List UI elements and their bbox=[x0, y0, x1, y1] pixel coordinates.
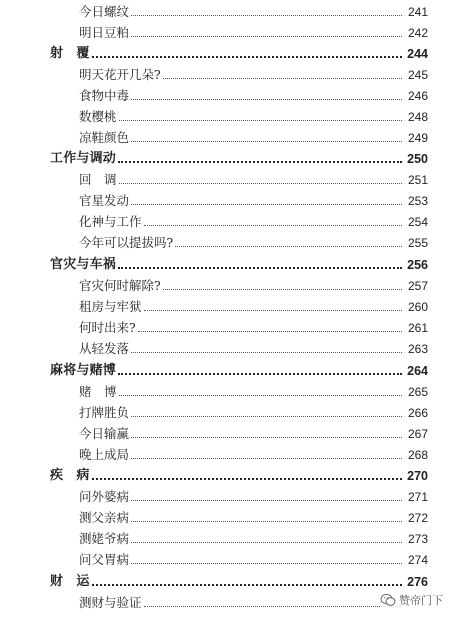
toc-dot-leader bbox=[131, 542, 402, 543]
toc-entry-title: 明日豆粕 bbox=[79, 25, 130, 40]
toc-page-number: 255 bbox=[407, 236, 428, 250]
toc-entry-title: 今日输赢 bbox=[79, 426, 130, 441]
toc-entry-title: 从轻发落 bbox=[79, 341, 130, 356]
toc-entry-title: 问外婆病 bbox=[79, 489, 130, 504]
toc-dot-leader bbox=[175, 246, 402, 247]
toc-entry-title: 赌 博 bbox=[79, 384, 117, 399]
toc-entry-title: 测财与验证 bbox=[79, 595, 142, 610]
toc-entry-title: 何时出来? bbox=[79, 320, 136, 335]
toc-entry-row[interactable] bbox=[79, 297, 428, 315]
toc-entry-title: 问父胃病 bbox=[79, 552, 130, 567]
toc-entry-row[interactable] bbox=[79, 550, 428, 568]
toc-entry-title: 明天花开几朵? bbox=[79, 67, 161, 82]
toc-dot-leader bbox=[119, 395, 402, 396]
toc-entry-row[interactable] bbox=[79, 212, 428, 230]
toc-dot-leader bbox=[131, 521, 402, 522]
watermark bbox=[380, 589, 443, 611]
toc-entry-row[interactable] bbox=[79, 2, 428, 20]
toc-dot-leader bbox=[92, 584, 402, 586]
toc-dot-leader bbox=[118, 161, 402, 163]
toc-section-title: 麻将与赌博 bbox=[50, 363, 117, 378]
toc-page-number: 265 bbox=[407, 385, 428, 399]
toc-section-title: 财 运 bbox=[50, 574, 90, 589]
toc-entry-row[interactable] bbox=[79, 191, 428, 209]
toc-entry-row[interactable] bbox=[79, 65, 428, 83]
toc-entry-row[interactable] bbox=[79, 508, 428, 526]
toc-entry-row[interactable] bbox=[79, 424, 428, 442]
toc-page-number: 274 bbox=[407, 553, 428, 567]
toc-page-number: 272 bbox=[407, 511, 428, 525]
toc-page-number: 250 bbox=[407, 152, 428, 166]
toc-dot-leader bbox=[144, 606, 402, 607]
toc-page-number: 241 bbox=[407, 5, 428, 19]
toc-page-number: 246 bbox=[407, 89, 428, 103]
toc-dot-leader bbox=[163, 78, 402, 79]
toc-dot-leader bbox=[138, 331, 402, 332]
toc-dot-leader bbox=[144, 310, 402, 311]
toc-dot-leader bbox=[118, 373, 402, 375]
toc-section-title: 官灾与车祸 bbox=[50, 257, 117, 272]
toc-section-row[interactable] bbox=[50, 255, 428, 273]
toc-entry-row[interactable] bbox=[79, 233, 428, 251]
toc-page-number: 245 bbox=[407, 68, 428, 82]
toc-page-number: 244 bbox=[407, 47, 428, 61]
toc-page-number: 249 bbox=[407, 131, 428, 145]
toc-entry-title: 化神与工作 bbox=[79, 214, 142, 229]
toc-dot-leader bbox=[131, 416, 402, 417]
toc-entry-title: 测父亲病 bbox=[79, 510, 130, 525]
toc-page-number: 271 bbox=[407, 490, 428, 504]
toc-dot-leader bbox=[131, 458, 402, 459]
toc-page-number: 251 bbox=[407, 173, 428, 187]
toc-entry-title: 官星发动 bbox=[79, 193, 130, 208]
toc-page-number: 242 bbox=[407, 26, 428, 40]
toc-entry-row[interactable] bbox=[79, 403, 428, 421]
toc-page-number: 267 bbox=[407, 427, 428, 441]
toc-page-number: 268 bbox=[407, 448, 428, 462]
toc-dot-leader bbox=[118, 267, 402, 269]
toc-section-row[interactable] bbox=[50, 361, 428, 379]
toc-page-number: 256 bbox=[407, 258, 428, 272]
toc-entry-title: 测姥爷病 bbox=[79, 531, 130, 546]
toc-dot-leader bbox=[131, 15, 402, 16]
toc-entry-row[interactable] bbox=[79, 593, 428, 611]
toc-page-number: 261 bbox=[407, 321, 428, 335]
toc-page-number: 264 bbox=[407, 364, 428, 378]
toc-entry-row[interactable] bbox=[79, 382, 428, 400]
toc-entry-title: 今日螺纹 bbox=[79, 4, 130, 19]
toc-dot-leader bbox=[131, 437, 402, 438]
toc-dot-leader bbox=[119, 120, 402, 121]
toc-entry-title: 凉鞋颜色 bbox=[79, 130, 130, 145]
toc-entry-row[interactable] bbox=[79, 128, 428, 146]
toc-entry-title: 租房与牢狱 bbox=[79, 299, 142, 314]
watermark-text: 赞帝门下 bbox=[399, 594, 443, 607]
toc-section-row[interactable] bbox=[50, 44, 428, 62]
toc-dot-leader bbox=[131, 563, 402, 564]
toc-entry-row[interactable] bbox=[79, 529, 428, 547]
toc-dot-leader bbox=[119, 183, 402, 184]
toc-entry-row[interactable] bbox=[79, 339, 428, 357]
toc-section-row[interactable] bbox=[50, 149, 428, 167]
toc-entry-row[interactable] bbox=[79, 445, 428, 463]
toc-dot-leader bbox=[131, 204, 402, 205]
toc-entry-row[interactable] bbox=[79, 107, 428, 125]
toc-entry-title: 食物中毒 bbox=[79, 88, 130, 103]
toc-page-number: 263 bbox=[407, 342, 428, 356]
toc-entry-title: 晚上成局 bbox=[79, 447, 130, 462]
toc-entry-title: 打牌胜负 bbox=[79, 405, 130, 420]
wechat-icon bbox=[380, 593, 396, 607]
toc-entry-row[interactable] bbox=[79, 487, 428, 505]
toc-section-title: 射 覆 bbox=[50, 46, 90, 61]
toc-dot-leader bbox=[144, 225, 402, 226]
toc-entry-row[interactable] bbox=[79, 318, 428, 336]
toc-section-row[interactable] bbox=[50, 572, 428, 590]
toc-page-number: 253 bbox=[407, 194, 428, 208]
toc-page-number: 276 bbox=[407, 575, 428, 589]
toc-entry-title: 数樱桃 bbox=[79, 109, 117, 124]
toc-dot-leader bbox=[131, 352, 402, 353]
toc-section-title: 疾 病 bbox=[50, 468, 90, 483]
toc-page-number: 260 bbox=[407, 300, 428, 314]
toc-entry-title: 今年可以提拔吗? bbox=[79, 235, 174, 250]
toc-dot-leader bbox=[131, 36, 402, 37]
toc-section-title: 工作与调动 bbox=[50, 151, 117, 166]
toc-page-number: 270 bbox=[407, 469, 428, 483]
toc-page-number: 273 bbox=[407, 532, 428, 546]
toc-dot-leader bbox=[92, 56, 402, 58]
toc-entry-title: 官灾何时解除? bbox=[79, 278, 161, 293]
toc-entry-row[interactable] bbox=[79, 86, 428, 104]
toc-dot-leader bbox=[131, 500, 402, 501]
toc-page-number: 257 bbox=[407, 279, 428, 293]
toc-entry-title: 回 调 bbox=[79, 172, 117, 187]
toc-page-number: 254 bbox=[407, 215, 428, 229]
toc-dot-leader bbox=[92, 478, 402, 480]
toc-page-number: 266 bbox=[407, 406, 428, 420]
toc-dot-leader bbox=[163, 289, 402, 290]
toc-dot-leader bbox=[131, 141, 402, 142]
toc-entry-row[interactable] bbox=[79, 276, 428, 294]
toc-entry-row[interactable] bbox=[79, 170, 428, 188]
toc-section-row[interactable] bbox=[50, 466, 428, 484]
toc-entry-row[interactable] bbox=[79, 23, 428, 41]
toc-page-number: 248 bbox=[407, 110, 428, 124]
toc-dot-leader bbox=[131, 99, 402, 100]
